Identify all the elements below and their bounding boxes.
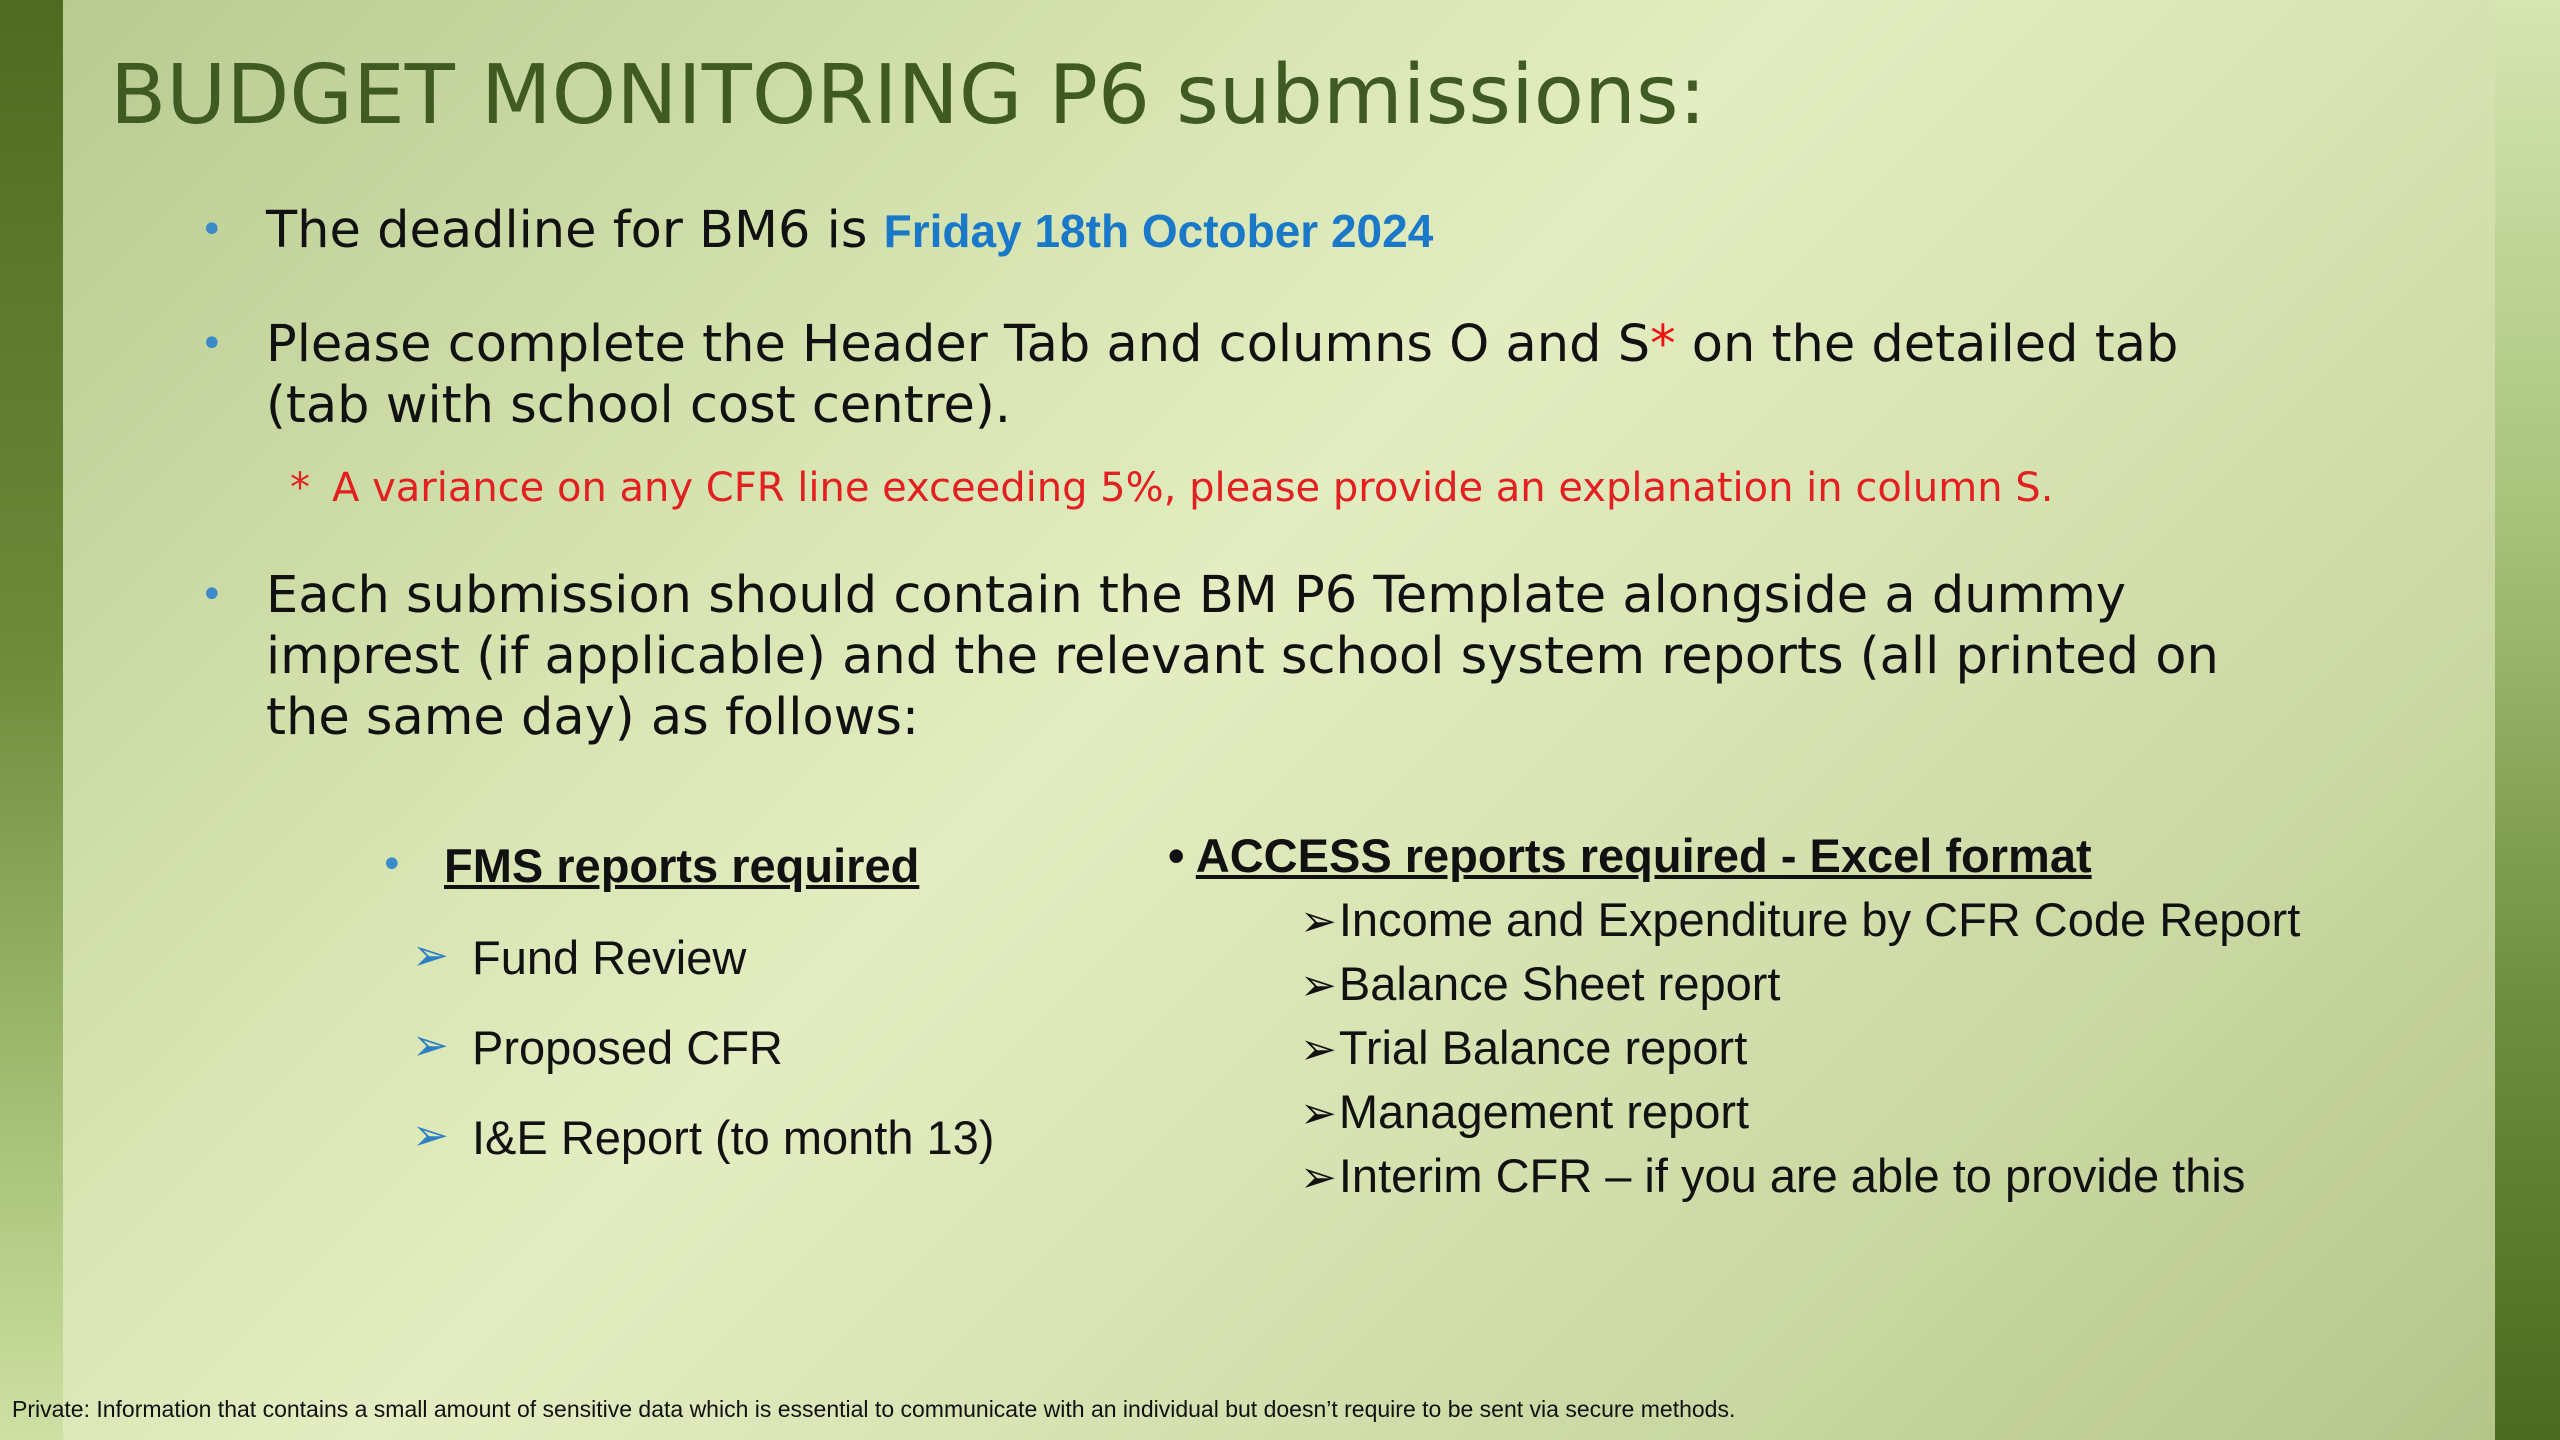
submission-line1: Each submission should contain the BM P6 Template alongside a dummy bbox=[266, 566, 2127, 625]
bullet-dot-icon: • bbox=[200, 321, 224, 367]
fms-item bbox=[412, 930, 747, 985]
arrowhead-bullet-icon: ➢ bbox=[1300, 1089, 1337, 1138]
left-decorative-stripe bbox=[0, 0, 63, 1440]
submission-line2: imprest (if applicable) and the relevant school system reports (all printed on bbox=[266, 627, 2219, 686]
access-item bbox=[1300, 1148, 2245, 1203]
deadline-prefix: The deadline for BM6 is bbox=[266, 201, 884, 260]
arrowhead-bullet-icon: ➢ bbox=[412, 931, 449, 980]
variance-note bbox=[290, 465, 2053, 511]
deadline-bullet bbox=[200, 200, 1434, 262]
arrowhead-bullet-icon: ➢ bbox=[1300, 897, 1337, 946]
access-item-label: Balance Sheet report bbox=[1338, 957, 1781, 1010]
complete-tabs-bullet bbox=[200, 314, 2179, 436]
bullet-dot-icon: • bbox=[200, 572, 224, 618]
access-item-label: Management report bbox=[1338, 1085, 1750, 1138]
access-item bbox=[1300, 1084, 1749, 1139]
fms-item-label: Proposed CFR bbox=[472, 1021, 783, 1074]
access-item bbox=[1300, 956, 1780, 1011]
complete-line1-b: on the detailed tab bbox=[1675, 315, 2179, 374]
access-item bbox=[1300, 892, 2300, 947]
fms-item-label: I&E Report (to month 13) bbox=[472, 1111, 995, 1164]
fms-item bbox=[412, 1110, 995, 1165]
bullet-dot-icon: • bbox=[200, 207, 224, 253]
access-item-label: Interim CFR – if you are able to provide this bbox=[1338, 1149, 2246, 1202]
fms-heading: FMS reports required bbox=[444, 839, 920, 892]
deadline-date: Friday 18th October 2024 bbox=[883, 205, 1434, 257]
access-heading: ACCESS reports required - Excel format bbox=[1195, 829, 2092, 882]
complete-line1-a: Please complete the Header Tab and columns O and S bbox=[266, 315, 1651, 374]
arrowhead-bullet-icon: ➢ bbox=[1300, 1153, 1337, 1202]
note-text: A variance on any CFR line exceeding 5%, please provide an explanation in column S. bbox=[332, 465, 2054, 511]
bullet-dot-icon: • bbox=[380, 842, 404, 888]
fms-item-label: Fund Review bbox=[472, 931, 747, 984]
access-item bbox=[1300, 1020, 1747, 1075]
privacy-footer: Private: Information that contains a small amount of sensitive data which is essential to communicate with an individual but doesn’t require to be sent via secure methods. bbox=[12, 1396, 1736, 1422]
complete-line2: (tab with school cost centre). bbox=[266, 376, 1011, 435]
submission-bullet bbox=[200, 565, 2219, 748]
access-item-label: Income and Expenditure by CFR Code Report bbox=[1338, 893, 2301, 946]
submission-line3: the same day) as follows: bbox=[266, 688, 920, 747]
access-heading-row bbox=[1168, 828, 2092, 883]
fms-item bbox=[412, 1020, 783, 1075]
arrowhead-bullet-icon: ➢ bbox=[412, 1111, 449, 1160]
access-item-label: Trial Balance report bbox=[1338, 1021, 1748, 1074]
right-decorative-stripe bbox=[2495, 0, 2560, 1440]
asterisk-marker: * bbox=[1650, 315, 1676, 374]
slide-title: BUDGET MONITORING P6 submissions: bbox=[110, 48, 1707, 143]
arrowhead-bullet-icon: ➢ bbox=[412, 1021, 449, 1070]
arrowhead-bullet-icon: ➢ bbox=[1300, 961, 1337, 1010]
bullet-dot-icon: • bbox=[1168, 829, 1185, 882]
note-asterisk: * bbox=[290, 465, 310, 511]
arrowhead-bullet-icon: ➢ bbox=[1300, 1025, 1337, 1074]
